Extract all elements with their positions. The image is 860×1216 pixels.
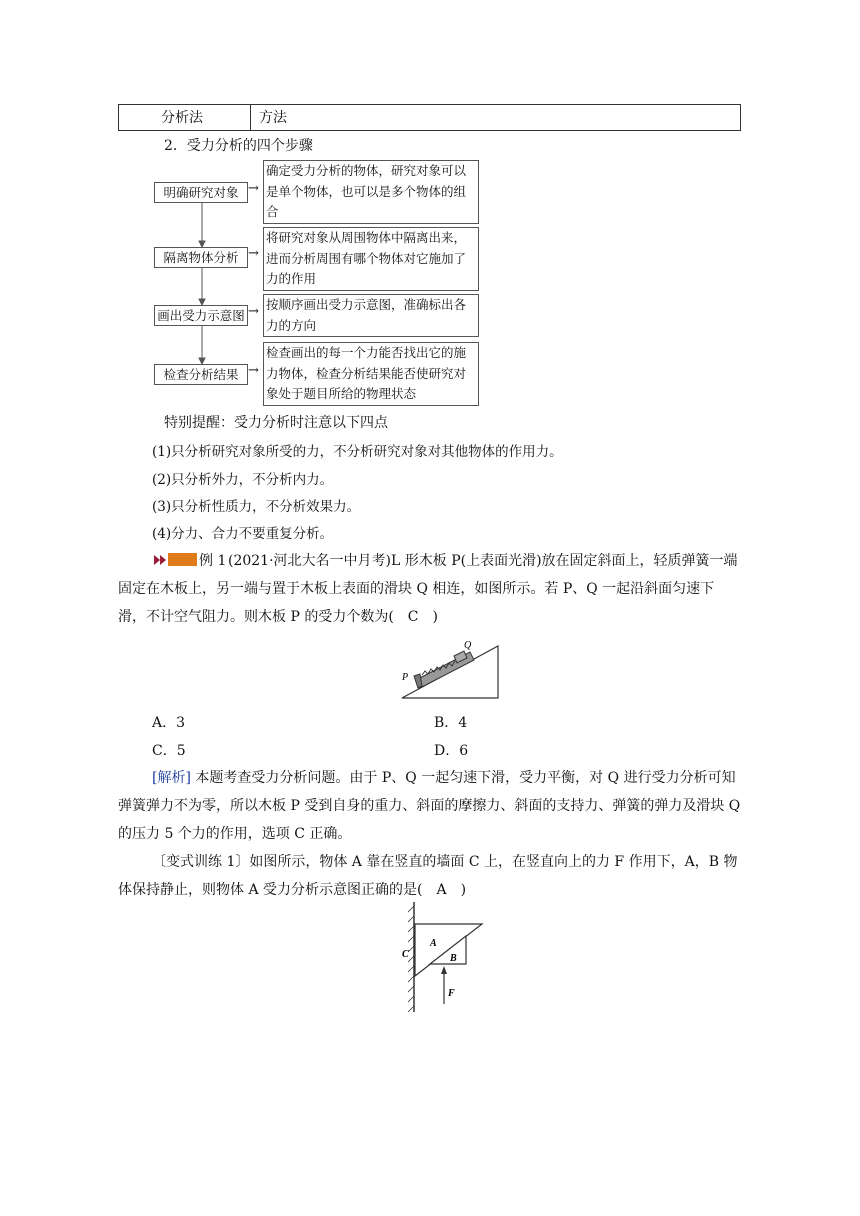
step-2-desc: 将研究对象从周围物体中隔离出来，进而分析周围有哪个物体对它施加了力的作用 (263, 227, 479, 291)
step-4-label: 检查分析结果 (154, 364, 248, 385)
label-c: C (402, 949, 409, 960)
incline-figure (398, 640, 502, 702)
section-heading: 2．受力分析的四个步骤 (164, 138, 313, 154)
option-d: D．6 (434, 743, 469, 759)
step-1-desc: 确定受力分析的物体，研究对象可以是单个物体，也可以是多个物体的组合 (263, 160, 479, 224)
wall-figure (400, 902, 486, 1014)
option-a: A．3 (152, 715, 186, 731)
arrow-right-icon: → (248, 363, 259, 378)
option-b: B．4 (434, 715, 468, 731)
label-p: P (402, 672, 409, 683)
variant-question: 〔变式训练 1〕如图所示，物体 A 靠在竖直的墙面 C 上，在竖直向上的力 F 作用下，A，B 物体保持静止，则物体 A 受力分析示意图正确的是( A ) (118, 854, 738, 898)
example-question: (2021·河北大名一中月考)L 形木板 P(上表面光滑)放在固定斜面上，轻质弹簧一端固定在木板上，另一端与置于木板上表面的滑块 Q 相连，如图所示。若 P、Q 一起沿斜面匀速下滑，不计空气阻力。则木板 P 的受力个数为( C ) (118, 553, 738, 625)
tip-item: (4)分力、合力不要重复分析。 (152, 526, 334, 542)
step-4-desc: 检查画出的每一个力能否找出它的施力物体，检查分析结果能否使研究对象处于题目所给的物理状态 (263, 342, 479, 406)
flow-down-arrows (196, 203, 210, 365)
method-table-row (118, 104, 741, 131)
label-a: A (430, 938, 437, 949)
table-cell-analysis: 分析法 (119, 105, 251, 130)
analysis-tag: [解析] (152, 770, 191, 786)
step-3-desc: 按顺序画出受力示意图，准确标出各力的方向 (263, 294, 479, 337)
example-label: 例 1 (199, 553, 227, 569)
table-cell-method: 方法 (259, 110, 287, 126)
arrow-right-icon: → (248, 246, 259, 261)
step-1-label: 明确研究对象 (154, 182, 248, 203)
tip-item: (2)只分析外力，不分析内力。 (152, 472, 334, 488)
option-c: C．5 (152, 743, 186, 759)
analysis-text: 本题考查受力分析问题。由于 P、Q 一起匀速下滑，受力平衡，对 Q 进行受力分析可知弹簧弹力不为零，所以木板 P 受到自身的重力、斜面的摩擦力、斜面的支持力、弹簧的弹力及滑块 Q 的压力 5 个力的作用，选项 C 正确。 (118, 770, 741, 842)
tip-item: (1)只分析研究对象所受的力，不分析研究对象对其他物体的作用力。 (152, 444, 563, 460)
step-3-label: 画出受力示意图 (154, 305, 248, 326)
label-q: Q (464, 640, 472, 651)
analysis-paragraph (118, 764, 742, 848)
label-b: B (450, 953, 457, 964)
step-2-label: 隔离物体分析 (154, 247, 248, 268)
arrow-right-icon: → (248, 304, 259, 319)
arrow-right-icon: → (248, 181, 259, 196)
tip-title: 特别提醒：受力分析时注意以下四点 (164, 415, 388, 431)
label-f: F (448, 988, 455, 999)
tip-item: (3)只分析性质力，不分析效果力。 (152, 499, 361, 515)
